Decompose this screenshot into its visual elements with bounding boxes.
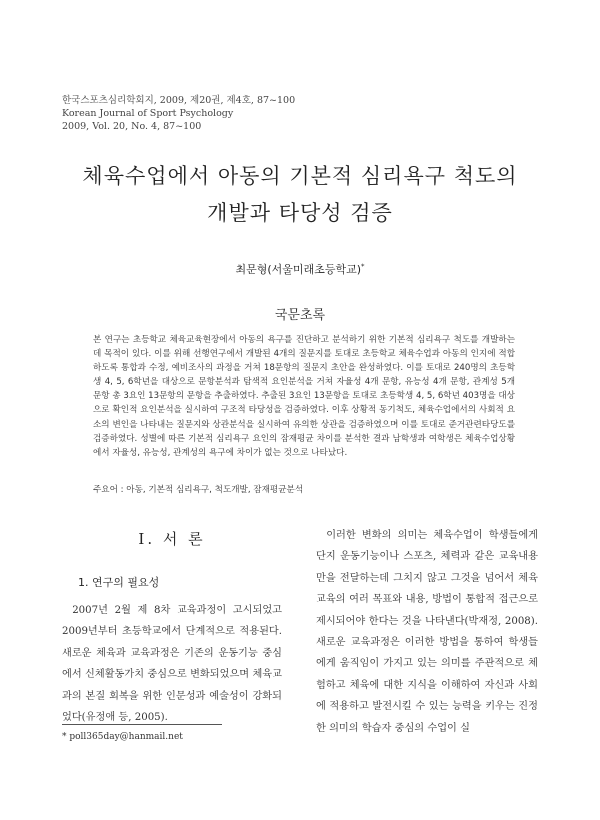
footnote-email: * poll365day@hanmail.net — [62, 732, 183, 742]
footnote-divider — [62, 724, 222, 725]
subsection-title: 1. 연구의 필요성 — [78, 576, 160, 589]
journal-citation-volume: 2009, Vol. 20, No. 4, 87~100 — [62, 121, 202, 132]
section-title: I. 서 론 — [138, 530, 206, 548]
author-line — [0, 261, 600, 277]
body-paragraph: 이러한 변화의 의미는 체육수업이 학생들에게 단지 운동기능이나 스포츠, 체력과 같은 교육내용만을 전달하는데 그치지 않고 그것을 넘어서 체육교육의 여러 목표와 내용, 방법이 통합적 접근으로 제시되어야 한다는 것을 나타낸다(박재정, 2008). 새로운 교육과정은 이러한 방법을 통하여 학생들에게 움직임이 가지고 있는 의미를 주관적으로 체험하고 체육에 대한 지식을 이해하여 자신과 사회에 적용하고 발전시킬 수 있는 능력을 키우는 진정한 의미의 학습자 중심의 수업이 실 — [316, 530, 538, 734]
journal-citation-korean: 한국스포츠심리학회지, 2009, 제20권, 제4호, 87~100 — [62, 95, 296, 106]
author-name: 최문형(서울미래초등학교) — [235, 263, 361, 276]
paper-title-line2: 개발과 타당성 검증 — [207, 201, 393, 225]
journal-citation-english: Korean Journal of Sport Psychology — [62, 108, 234, 119]
author-footnote-mark: * — [360, 262, 365, 271]
abstract-text: 본 연구는 초등학교 체육교육현장에서 아동의 욕구를 진단하고 분석하기 위한 기본적 심리욕구 척도를 개발하는데 목적이 있다. 이를 위해 선행연구에서 개발된 4개의 질문지를 토대로 초등학교 체육수업과 아동의 인지에 적합하도록 통합과 수정, 예비조사의 과정을 거쳐 18문항의 질문지 초안을 완성하였다. 이를 토대로 240명의 초등학생 4, 5, 6학년을 대상으로 문항분석과 탐색적 요인분석을 거쳐 자율성 4개 문항, 유능성 4개 문항, 관계성 5개 문항 총 3요인 13문항의 문항을 추출하였다. 추출된 3요인 13문항을 토대로 초등학생 4, 5, 6학년 403명을 대상으로 확인적 요인분석을 실시하여 구조적 타당성을 검증하였다. 이후 상황적 동기척도, 체육수업에서의 사회적 요소의 변인을 나타내는 질문지와 상관분석을 실시하여 유의한 상관을 검증하였으며 이를 토대로 준거관련타당도를 검증하였다. 성별에 따른 기본적 심리욕구 요인의 잠재평균 차이를 분석한 결과 남학생과 여학생은 체육수업상황에서 자율성, 유능성, 관계성의 욕구에 차이가 없는 것으로 나타났다. — [93, 335, 515, 458]
keywords: 주요어 : 아동, 기본적 심리욕구, 척도개발, 잠재평균분석 — [93, 485, 304, 495]
abstract-heading: 국문초록 — [274, 308, 326, 323]
body-column-right — [316, 525, 538, 739]
paper-title-line1: 체육수업에서 아동의 기본적 심리욕구 척도의 — [82, 164, 518, 188]
journal-citation — [62, 94, 295, 133]
body-column-left — [62, 600, 282, 728]
body-paragraph: 2007년 2월 제 8차 교육과정이 고시되었고 2009년부터 초등학교에서 단계적으로 적용된다. 새로운 체육과 교육과정은 기존의 운동기능 중심에서 신체활동가치 중심으로 변화되었으며 체육교과의 본질 회복을 위한 인문성과 예술성이 강화되었다(유정애 등, 2005). — [62, 605, 282, 724]
